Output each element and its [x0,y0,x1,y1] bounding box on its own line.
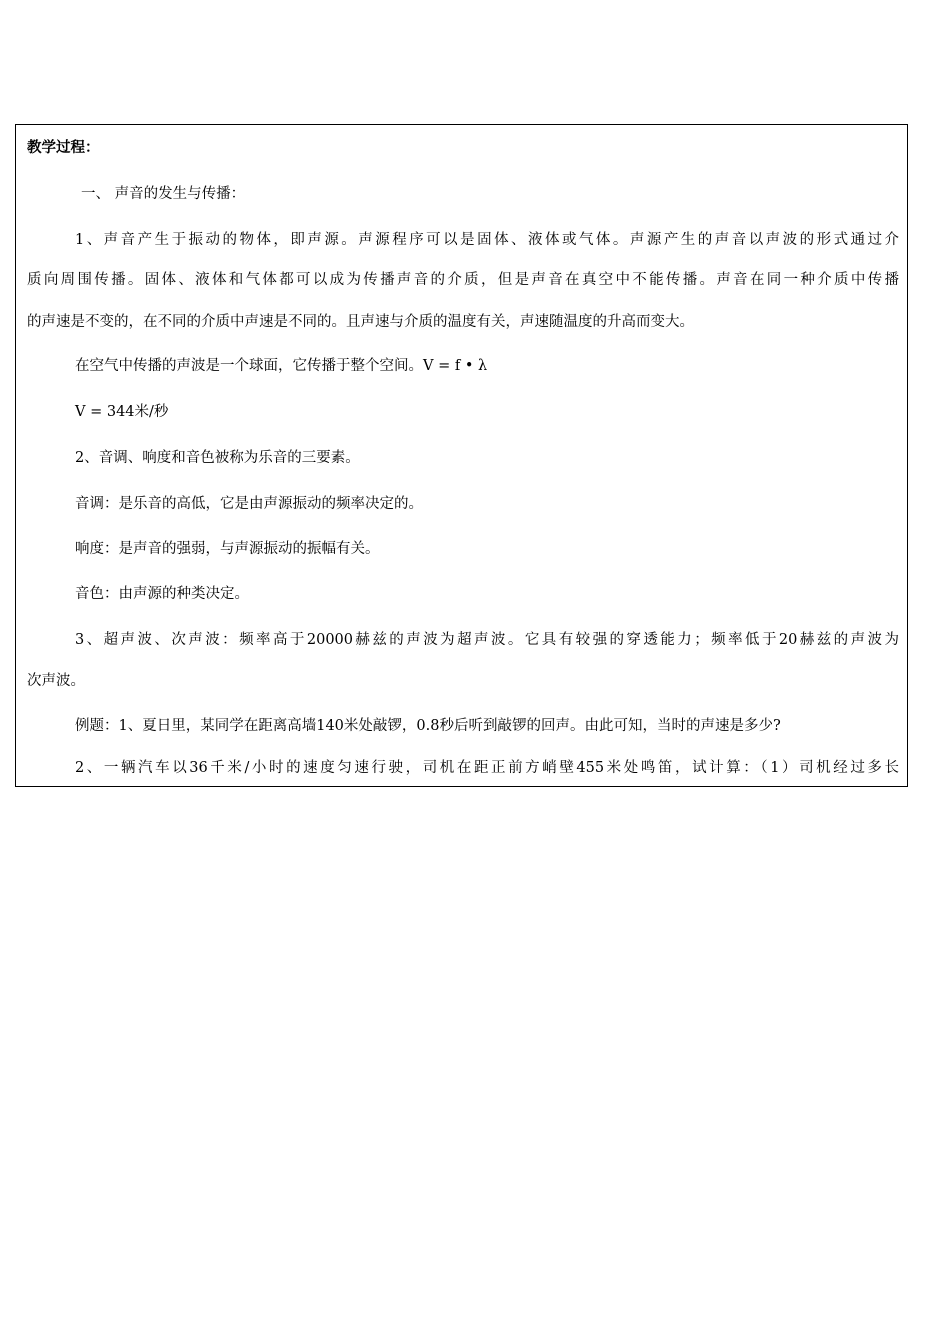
paragraph-spherical-wave: 在空气中传播的声波是一个球面，它传播于整个空间。V = f • λ [75,358,488,374]
paragraph-sound-speed: V = 344米/秒 [75,404,169,420]
teaching-process-heading: 教学过程： [27,140,100,156]
example-question-2: 2、一辆汽车以36千米/小时的速度匀速行驶，司机在距正前方峭壁455米处鸣笛，试计算：（1）司机经过多长 [75,760,899,776]
paragraph-ultrasound-line-1: 3、超声波、次声波：频率高于20000赫兹的声波为超声波。它具有较强的穿透能力；频率低于20赫兹的声波为 [75,632,899,648]
example-question-1: 例题：1、夏日里，某同学在距离高墙140米处敲锣，0.8秒后听到敲锣的回声。由此可知，当时的声速是多少? [75,718,781,734]
paragraph-three-elements: 2、音调、响度和音色被称为乐音的三要素。 [75,450,360,466]
paragraph-sound-source-line-1: 1、声音产生于振动的物体，即声源。声源程序可以是固体、液体或气体。声源产生的声音以声波的形式通过介 [75,232,899,248]
section-title-sound-generation: 一、 声音的发生与传播： [81,186,246,202]
paragraph-sound-source-line-3: 的声速是不变的，在不同的介质中声速是不同的。且声速与介质的温度有关，声速随温度的升高而变大。 [27,314,694,330]
teaching-process-table-cell [15,124,908,787]
paragraph-sound-source-line-2: 质向周围传播。固体、液体和气体都可以成为传播声音的介质，但是声音在真空中不能传播。声音在同一种介质中传播 [27,272,899,288]
paragraph-ultrasound-line-2: 次声波。 [27,673,85,689]
paragraph-pitch: 音调：是乐音的高低，它是由声源振动的频率决定的。 [75,496,423,512]
paragraph-loudness: 响度：是声音的强弱，与声源振动的振幅有关。 [75,541,380,557]
paragraph-timbre: 音色：由声源的种类决定。 [75,586,249,602]
